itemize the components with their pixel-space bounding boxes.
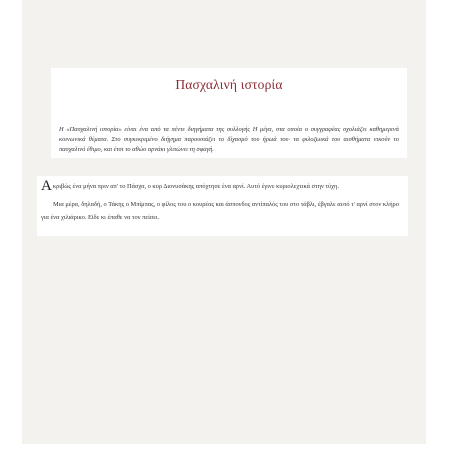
- story-paragraph-2: Μια μέρα, δηλαδή, ο Τάκης ο Μπίμπας, ο φίλος του ο κουρέας και άσπονδος αντίπαλός του στο τάβλι, έβγαλε αυτό τ' αρνί στον κλήρο για ένα χιλιάρικο. Είδε κι έπαθε να τον πείσει.: [41, 201, 399, 221]
- intro-card: [51, 68, 407, 158]
- intro-paragraph: Η «Πασχαλινή ιστορία» είναι ένα από τα πέντε διηγήματα της συλλογής Η μέγα, στα οποία ο συγγραφέας σχολιάζει καθημερινά κοινωνικά θέματα. Στο συγκεκριμένο διήγημα παρουσιάζει το δίχασμό του ήρωά του· τα φιλοζωικά του αισθήματα νικούν το πασχαλινό έθιμο, και έτσι το αθώο αρνάκι γλιτώνει τη σφαγή.: [59, 126, 399, 153]
- page-background: [22, 0, 426, 444]
- story-paragraph-1-text: κριβώς ένα μήνα πριν απ' το Πάσχα, ο κυρ Διονυσάκης απόχτησε ένα αρνί. Αυτό έγινε κυριολεχτικά στην τύχη.: [52, 183, 339, 190]
- story-paragraph-1: [41, 180, 402, 193]
- page-title: Πασχαλινή ιστορία: [175, 77, 283, 92]
- drop-cap: Α: [41, 178, 52, 194]
- story-card: [37, 176, 408, 236]
